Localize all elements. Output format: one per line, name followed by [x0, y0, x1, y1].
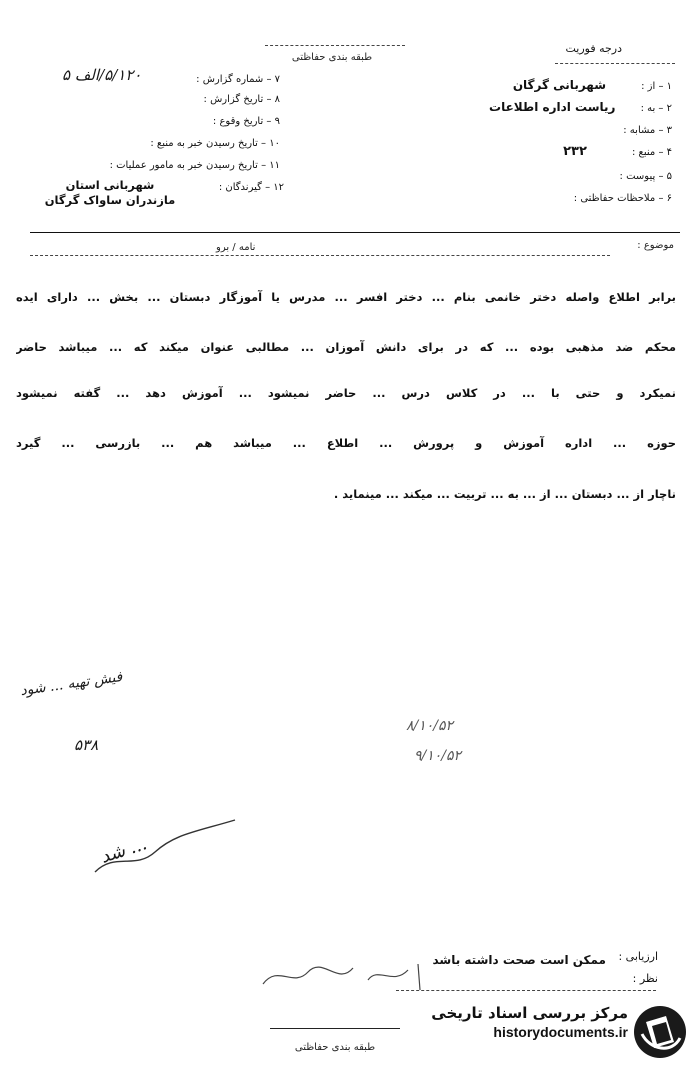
header-left-fields [30, 66, 284, 208]
recipients-value: شهربانی استان مازندران ساواک گرگان [44, 178, 176, 207]
watermark-url: historydocuments.ir [493, 1024, 628, 1040]
evaluation-label: ارزیابی : [618, 950, 658, 963]
handwritten-date-2: ۹/۱۰/۵۲ [414, 748, 462, 764]
classification-top: طبقه بندی حفاظتی [291, 52, 373, 63]
handwritten-number: ۵۳۸ [74, 736, 99, 754]
handwritten-date-1: ۸/۱۰/۵۲ [406, 718, 454, 734]
classification-top-rule [265, 45, 405, 46]
body-line-3: نمیکرد و حتی با ... در کلاس درس ... حاضر نمیشود ... آموزش دهد ... گفته نمیشود [16, 386, 676, 400]
watermark-title: مرکز بررسی اسناد تاریخی [431, 1004, 628, 1022]
subject-rule [30, 255, 610, 256]
field-from-value: شهربانی گرگان [512, 78, 607, 92]
urgency-label: درجه فوریت [565, 42, 622, 55]
classification-bottom-rule [270, 1028, 400, 1029]
report-number-handwritten: ۵/۱۲۰/الف ۵ [62, 66, 142, 84]
history-documents-logo-icon [632, 1004, 688, 1060]
header-right-fields [472, 74, 672, 208]
field-to: ۲ – به : ریاست اداره اطلاعات [489, 100, 672, 114]
evaluation-value: ممکن است صحت داشته باشد [432, 953, 606, 967]
opinion-label: نظر : [632, 972, 658, 985]
body-line-4: حوزه ... اداره آموزش و پرورش ... اطلاع ... میباشد هم ... بازرسی ... گیرد [16, 436, 676, 450]
body-line-1: برابر اطلاع واصله دختر خانمی بنام ... دختر افسر ... مدرس یا آموزگار دبستان ... بخش ... دارای ایده [16, 290, 676, 304]
signature [258, 956, 438, 996]
body-line-5: ناچار از ... دبستان ... از ... به ... تربیت ... میکند ... مینماید . [333, 487, 676, 501]
field-report-number: ۵/۱۲۰/الف ۵ ۷ – شماره گزارش : [62, 66, 280, 85]
field-from: ۱ – از : شهربانی گرگان [512, 78, 672, 92]
subject-value: نامه / برو [216, 242, 256, 253]
field-source: ۴ – منبع : ۲۳۲ [563, 144, 672, 159]
handwritten-stroke [85, 812, 245, 882]
field-security-notes: ۶ – ملاحظات حفاظتی : [573, 193, 672, 204]
field-recipients: ۱۲ – گیرندگان : شهربانی استان مازندران ساواک گرگان [30, 178, 280, 208]
field-to-value: ریاست اداره اطلاعات [489, 100, 616, 114]
handwritten-bottom-note: ... شد [97, 833, 150, 868]
field-report-date: ۸ – تاریخ گزارش : [203, 94, 280, 105]
classification-bottom: طبقه بندی حفاظتی [294, 1042, 376, 1053]
field-event-date: ۹ – تاریخ وقوع : [212, 116, 280, 127]
field-news-to-agent-date: ۱۱ – تاریخ رسیدن خبر به مامور عملیات : [109, 160, 280, 171]
header-divider [30, 232, 680, 233]
field-news-to-source-date: ۱۰ – تاریخ رسیدن خبر به منبع : [150, 138, 280, 149]
urgency-rule [555, 63, 675, 64]
field-source-value: ۲۳۲ [563, 144, 587, 159]
field-similar: ۳ – مشابه : [623, 125, 672, 136]
watermark [418, 1004, 628, 1040]
subject-label: موضوع : [637, 240, 674, 251]
field-attachment: ۵ – پیوست : [619, 171, 672, 182]
handwritten-note: فیش تهیه ... شود [19, 668, 124, 700]
body-line-2: محکم ضد مذهبی بوده ... که در برای دانش آموزان ... مطالبی عنوان میکند که ... میباشد حاضر [16, 340, 676, 354]
